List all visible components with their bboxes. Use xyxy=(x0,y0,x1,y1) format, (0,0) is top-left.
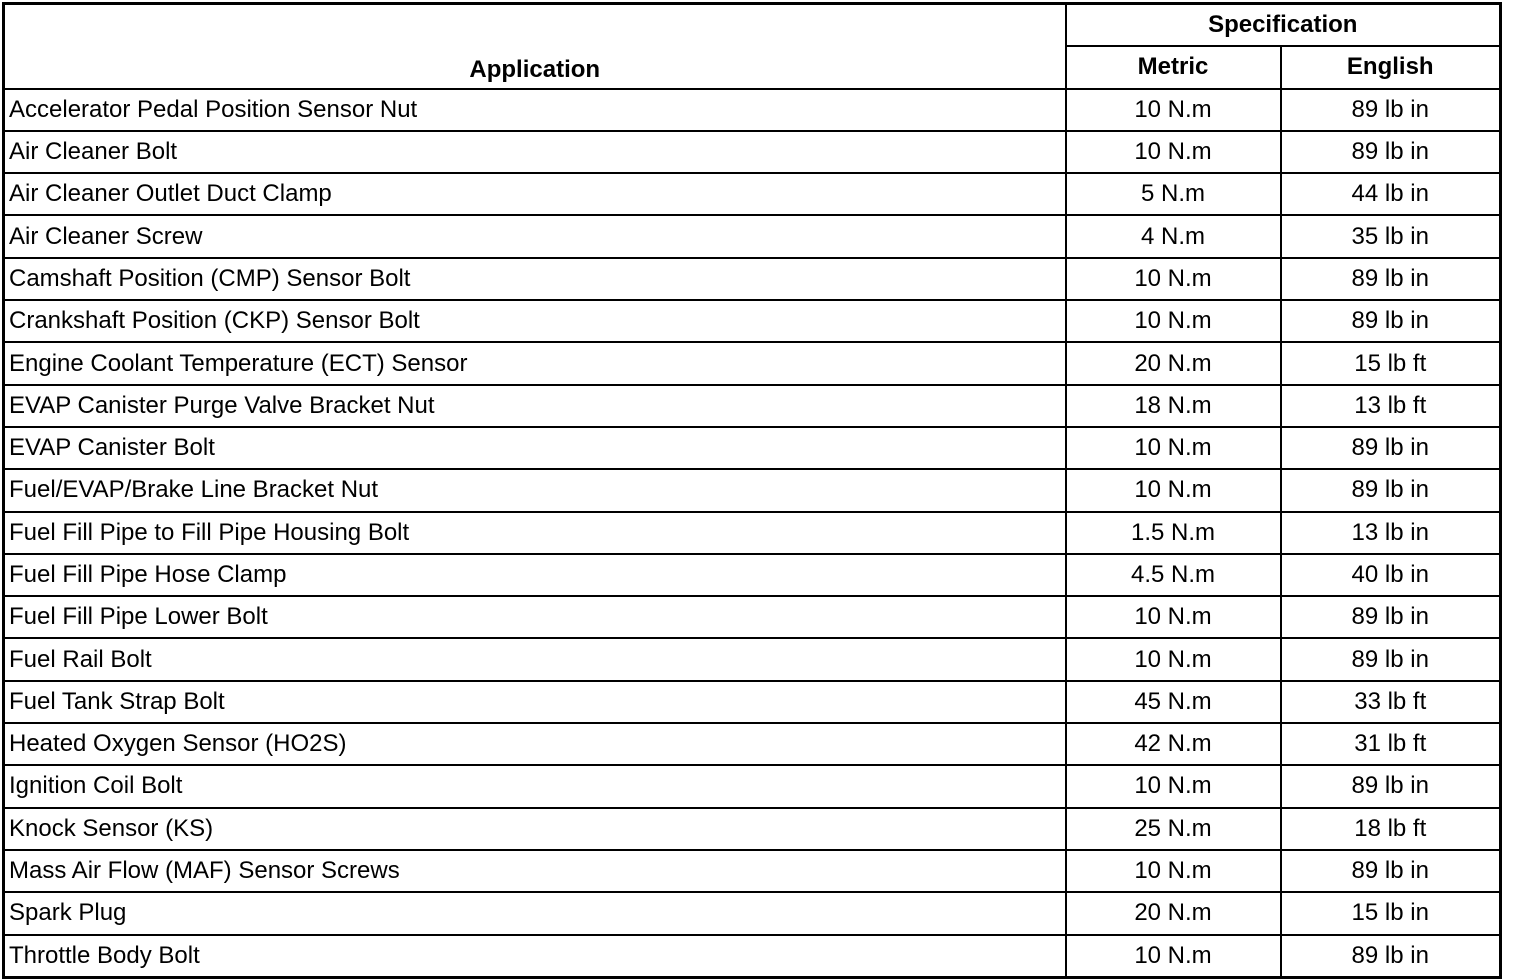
table-row xyxy=(4,89,1501,131)
english-cell: 18 lb ft xyxy=(1281,808,1501,850)
header-row-top xyxy=(4,4,1501,47)
metric-cell: 10 N.m xyxy=(1066,300,1281,342)
table-row xyxy=(4,892,1501,934)
english-cell: 89 lb in xyxy=(1281,765,1501,807)
english-cell: 15 lb in xyxy=(1281,892,1501,934)
metric-cell: 10 N.m xyxy=(1066,258,1281,300)
metric-cell: 10 N.m xyxy=(1066,469,1281,511)
table-row xyxy=(4,131,1501,173)
application-cell: Fuel Rail Bolt xyxy=(4,638,1066,680)
table-row xyxy=(4,765,1501,807)
table-row xyxy=(4,935,1501,978)
table-row xyxy=(4,596,1501,638)
english-cell: 89 lb in xyxy=(1281,469,1501,511)
english-cell: 89 lb in xyxy=(1281,258,1501,300)
application-cell: Ignition Coil Bolt xyxy=(4,765,1066,807)
application-cell: Throttle Body Bolt xyxy=(4,935,1066,978)
application-cell: Fuel Tank Strap Bolt xyxy=(4,681,1066,723)
table-row xyxy=(4,681,1501,723)
application-cell: Fuel Fill Pipe to Fill Pipe Housing Bolt xyxy=(4,512,1066,554)
metric-cell: 20 N.m xyxy=(1066,892,1281,934)
english-cell: 89 lb in xyxy=(1281,935,1501,978)
application-header: Application xyxy=(4,4,1066,89)
english-cell: 15 lb ft xyxy=(1281,342,1501,384)
application-cell: Air Cleaner Bolt xyxy=(4,131,1066,173)
metric-cell: 10 N.m xyxy=(1066,935,1281,978)
metric-cell: 10 N.m xyxy=(1066,596,1281,638)
application-cell: Fuel Fill Pipe Hose Clamp xyxy=(4,554,1066,596)
table-row xyxy=(4,808,1501,850)
application-cell: Air Cleaner Outlet Duct Clamp xyxy=(4,173,1066,215)
english-cell: 89 lb in xyxy=(1281,427,1501,469)
english-cell: 89 lb in xyxy=(1281,131,1501,173)
table-row xyxy=(4,850,1501,892)
specification-header: Specification xyxy=(1066,4,1501,47)
english-cell: 40 lb in xyxy=(1281,554,1501,596)
application-cell: EVAP Canister Bolt xyxy=(4,427,1066,469)
application-cell: Crankshaft Position (CKP) Sensor Bolt xyxy=(4,300,1066,342)
english-header: English xyxy=(1281,46,1501,88)
english-cell: 44 lb in xyxy=(1281,173,1501,215)
table-row xyxy=(4,427,1501,469)
table-row xyxy=(4,723,1501,765)
english-cell: 89 lb in xyxy=(1281,89,1501,131)
english-cell: 89 lb in xyxy=(1281,596,1501,638)
metric-cell: 25 N.m xyxy=(1066,808,1281,850)
english-cell: 89 lb in xyxy=(1281,638,1501,680)
application-cell: Air Cleaner Screw xyxy=(4,215,1066,257)
application-cell: EVAP Canister Purge Valve Bracket Nut xyxy=(4,385,1066,427)
metric-cell: 1.5 N.m xyxy=(1066,512,1281,554)
english-cell: 89 lb in xyxy=(1281,300,1501,342)
application-cell: Knock Sensor (KS) xyxy=(4,808,1066,850)
application-cell: Heated Oxygen Sensor (HO2S) xyxy=(4,723,1066,765)
application-cell: Fuel Fill Pipe Lower Bolt xyxy=(4,596,1066,638)
table-row xyxy=(4,173,1501,215)
metric-cell: 10 N.m xyxy=(1066,850,1281,892)
application-cell: Mass Air Flow (MAF) Sensor Screws xyxy=(4,850,1066,892)
metric-cell: 20 N.m xyxy=(1066,342,1281,384)
table-row xyxy=(4,638,1501,680)
metric-cell: 5 N.m xyxy=(1066,173,1281,215)
torque-spec-table xyxy=(2,2,1502,979)
metric-cell: 10 N.m xyxy=(1066,765,1281,807)
application-cell: Accelerator Pedal Position Sensor Nut xyxy=(4,89,1066,131)
table-row xyxy=(4,215,1501,257)
metric-cell: 10 N.m xyxy=(1066,638,1281,680)
table-row xyxy=(4,342,1501,384)
application-cell: Spark Plug xyxy=(4,892,1066,934)
metric-cell: 10 N.m xyxy=(1066,131,1281,173)
metric-cell: 4.5 N.m xyxy=(1066,554,1281,596)
metric-cell: 45 N.m xyxy=(1066,681,1281,723)
table-row xyxy=(4,512,1501,554)
metric-cell: 18 N.m xyxy=(1066,385,1281,427)
metric-cell: 10 N.m xyxy=(1066,427,1281,469)
metric-header: Metric xyxy=(1066,46,1281,88)
table-body xyxy=(4,89,1501,978)
table-row xyxy=(4,385,1501,427)
application-cell: Engine Coolant Temperature (ECT) Sensor xyxy=(4,342,1066,384)
english-cell: 13 lb ft xyxy=(1281,385,1501,427)
english-cell: 89 lb in xyxy=(1281,850,1501,892)
metric-cell: 10 N.m xyxy=(1066,89,1281,131)
metric-cell: 4 N.m xyxy=(1066,215,1281,257)
table-row xyxy=(4,258,1501,300)
table-row xyxy=(4,469,1501,511)
table-row xyxy=(4,554,1501,596)
english-cell: 33 lb ft xyxy=(1281,681,1501,723)
table-header xyxy=(4,4,1501,89)
table-row xyxy=(4,300,1501,342)
application-cell: Camshaft Position (CMP) Sensor Bolt xyxy=(4,258,1066,300)
english-cell: 31 lb ft xyxy=(1281,723,1501,765)
english-cell: 35 lb in xyxy=(1281,215,1501,257)
english-cell: 13 lb in xyxy=(1281,512,1501,554)
application-cell: Fuel/EVAP/Brake Line Bracket Nut xyxy=(4,469,1066,511)
metric-cell: 42 N.m xyxy=(1066,723,1281,765)
